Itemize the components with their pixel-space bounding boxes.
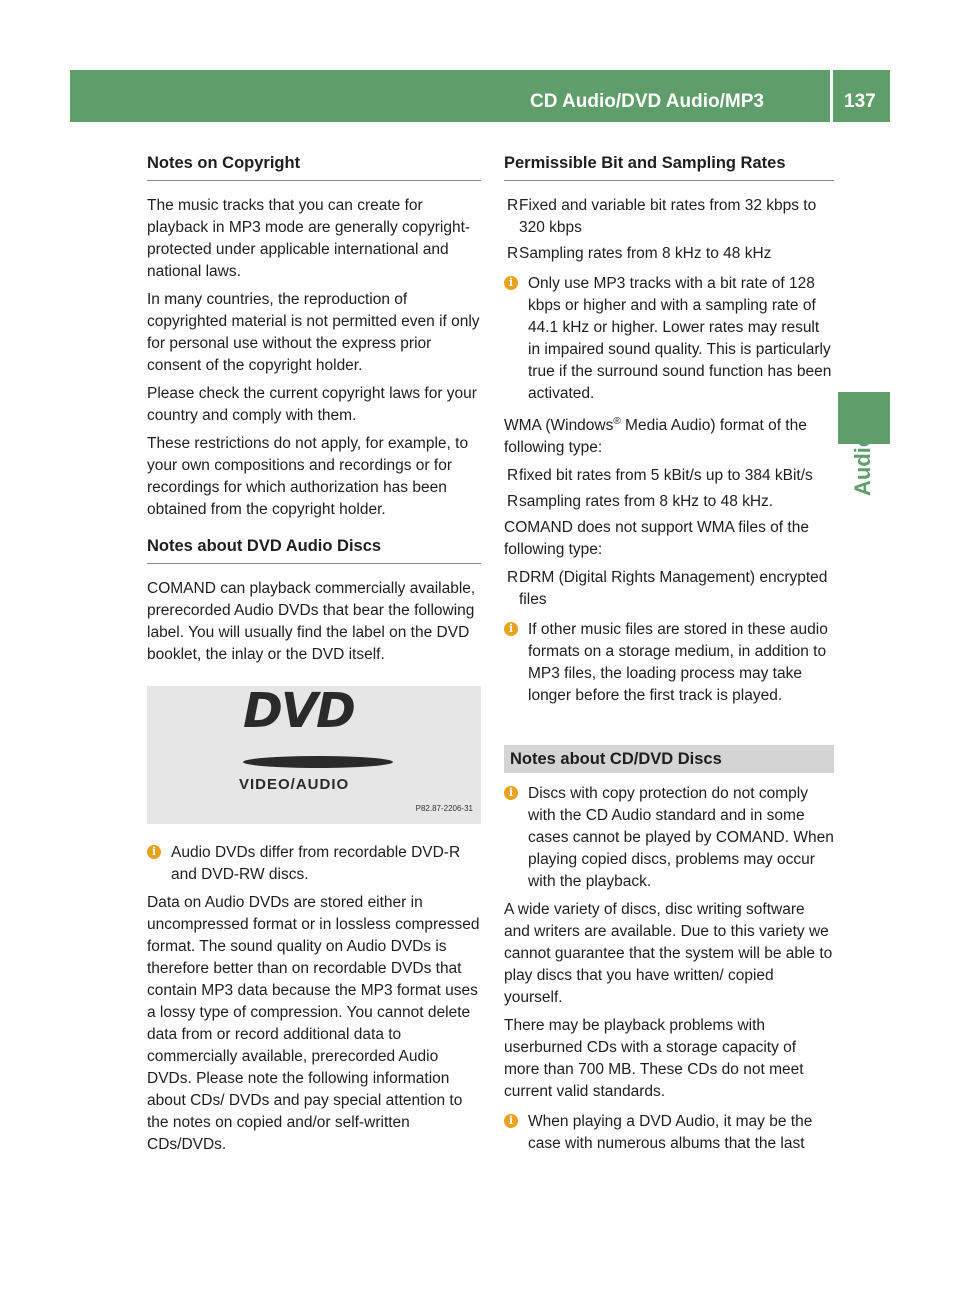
heading-bit-sampling-rates: Permissible Bit and Sampling Rates <box>504 152 834 181</box>
page-number: 137 <box>844 91 876 112</box>
running-header-title: CD Audio/DVD Audio/MP3 <box>530 91 764 112</box>
info-text: If other music files are stored in these audio formats on a storage medium, in addition to MP3 files, the loading process may take longer before the first track is played. <box>528 621 828 705</box>
bullet-icon: R <box>507 569 519 587</box>
list-item: R DRM (Digital Rights Management) encrypted files <box>507 569 828 609</box>
paragraph: COMAND can playback commercially available, prerecorded Audio DVDs that bear the following label. You will usually find the label on the DVD booklet, the inlay or the DVD itself. <box>147 580 476 663</box>
bullet-icon: R <box>507 245 519 262</box>
info-icon: i <box>504 1114 518 1128</box>
paragraph: There may be playback problems with userburned CDs with a storage capacity of more than 700 MB. These CDs do not meet current valid standards. <box>504 1017 804 1101</box>
left-column <box>147 152 481 1162</box>
image-code: P82.87-2206-31 <box>415 804 473 813</box>
dvd-logo-subtext: VIDEO/AUDIO <box>239 776 350 793</box>
info-note <box>504 273 834 405</box>
list-item: R sampling rates from 8 kHz to 48 kHz. <box>504 491 834 513</box>
info-text: Audio DVDs differ from recordable DVD-R and DVD-RW discs. <box>171 844 461 883</box>
info-icon: i <box>504 786 518 800</box>
info-note <box>504 619 834 707</box>
paragraph-wma: WMA (Windows® Media Audio) format of the following type: <box>504 416 807 457</box>
list-item: R Sampling rates from 8 kHz to 48 kHz <box>504 243 834 265</box>
chapter-label: Audio <box>850 433 875 496</box>
bullet-icon: R <box>507 197 519 214</box>
info-note <box>504 1111 834 1155</box>
right-column <box>504 152 834 1161</box>
info-note <box>147 842 481 886</box>
dvd-audio-logo-image <box>147 683 481 824</box>
paragraph: These restrictions do not apply, for example, to your own compositions and recordings or for recordings for which authorization has been obtained from the copyright holder. <box>147 435 469 518</box>
list-item: R Fixed and variable bit rates from 32 kbps to 320 kbps <box>507 197 817 236</box>
paragraph: A wide variety of discs, disc writing software and writers are available. Due to this variety we cannot guarantee that the system will be able to play discs that you have written/ copied yourself. <box>504 901 833 1007</box>
dvd-disc-shape <box>243 756 393 768</box>
paragraph: In many countries, the reproduction of copyrighted material is not permitted even if only for personal use without the express prior consent of the copyright holder. <box>147 291 480 374</box>
list-item: R fixed bit rates from 5 kBit/s up to 384 kBit/s <box>504 465 834 487</box>
info-icon: i <box>147 845 161 859</box>
heading-copyright: Notes on Copyright <box>147 152 481 181</box>
paragraph: Please check the current copyright laws for your country and comply with them. <box>147 385 477 424</box>
info-note <box>504 783 834 893</box>
header-bar <box>70 70 890 122</box>
heading-cd-dvd-discs: Notes about CD/DVD Discs <box>504 745 834 773</box>
info-text: Only use MP3 tracks with a bit rate of 128 kbps or higher and with a sampling rate of 44.1 kHz or higher. Lower rates may result in impaired sound quality. This is particularly true if the surround sound function has been activated. <box>528 275 832 402</box>
bullet-icon: R <box>507 493 519 511</box>
info-icon: i <box>504 622 518 636</box>
info-icon: i <box>504 276 518 290</box>
bullet-icon: R <box>507 467 519 485</box>
paragraph: The music tracks that you can create for playback in MP3 mode are generally copyright-protected under applicable international and national laws. <box>147 197 471 280</box>
paragraph: Data on Audio DVDs are stored either in uncompressed format or in lossless compressed format. The sound quality on Audio DVDs is therefore better than on recordable DVDs that contain MP3 data because the MP3 format uses a lossy type of compression. You cannot delete data from or record additional data to commercially available, prerecorded Audio DVDs. Please note the following information about CDs/ DVDs and pay special attention to the notes on copied and/or self-written CDs/DVDs. <box>147 894 480 1153</box>
info-text: When playing a DVD Audio, it may be the case with numerous albums that the last <box>528 1113 813 1153</box>
heading-dvd-audio-discs: Notes about DVD Audio Discs <box>147 535 481 564</box>
info-text: Discs with copy protection do not comply with the CD Audio standard and in some cases cannot be played by COMAND. When playing copied discs, problems may occur with the playback. <box>528 785 834 891</box>
paragraph: COMAND does not support WMA files of the following type: <box>504 519 809 559</box>
header-divider <box>830 70 833 122</box>
dvd-logo-text: DVD <box>243 683 354 739</box>
